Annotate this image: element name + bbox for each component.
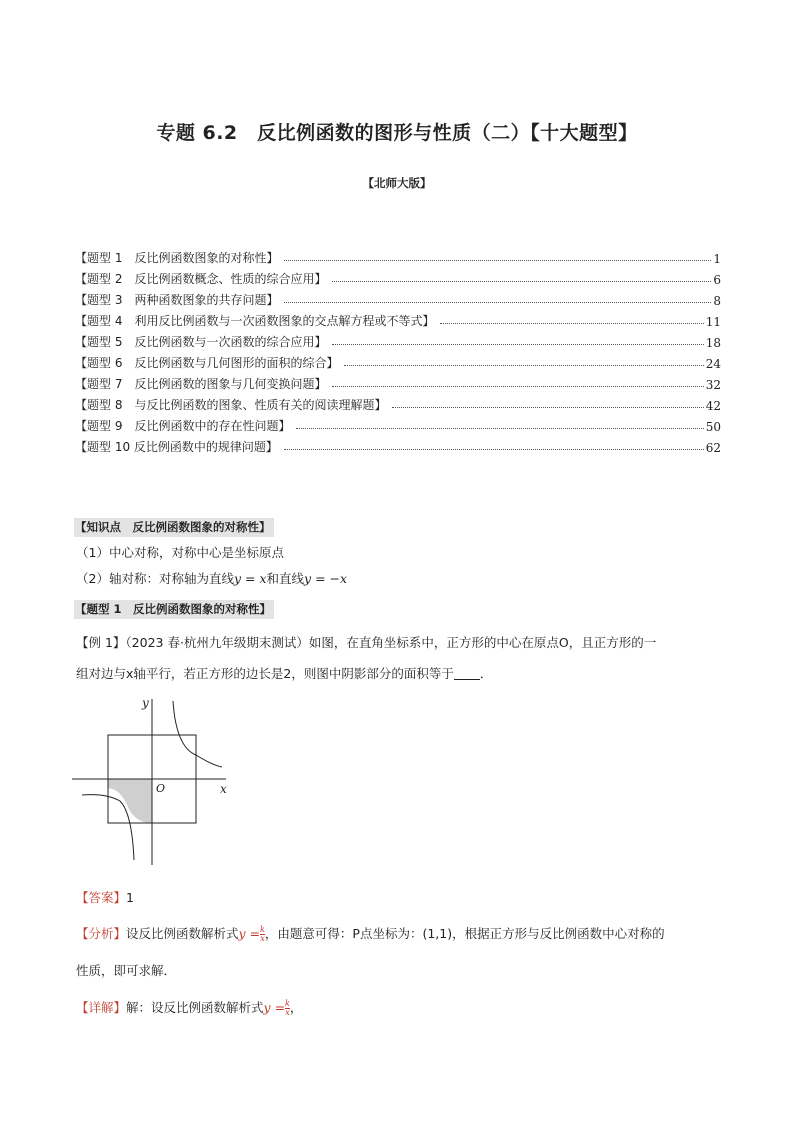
toc-item[interactable] xyxy=(75,413,721,434)
toc-item-label: 【题型 6 反比例函数与几何图形的面积的综合】 xyxy=(75,356,339,370)
toc-item[interactable] xyxy=(75,392,721,413)
equation-y-equals-neg-x: y = −x xyxy=(304,571,348,586)
toc-item[interactable] xyxy=(75,266,721,287)
knowledge-point-2 xyxy=(76,569,347,587)
toc-leader xyxy=(332,280,711,282)
detail-text-1: 解：设反比例函数解析式 xyxy=(126,1000,264,1015)
x-axis-label: x xyxy=(220,782,227,796)
answer-blank xyxy=(454,667,480,680)
knowledge-point-2-prefix: （2）轴对称：对称轴为直线 xyxy=(76,571,234,586)
answer-value: 1 xyxy=(126,890,134,905)
detail-text-2: ， xyxy=(289,1000,303,1015)
toc-leader xyxy=(284,301,711,303)
toc-item[interactable] xyxy=(75,329,721,350)
toc-item-page: 8 xyxy=(713,294,721,308)
fraction-denominator: x xyxy=(260,934,265,943)
toc-item-page: 6 xyxy=(713,273,721,287)
shaded-region xyxy=(108,779,152,823)
toc-item-page: 42 xyxy=(705,399,721,413)
edition-label: 【北师大版】 xyxy=(362,176,432,190)
knowledge-header: 【知识点 反比例函数图象的对称性】 xyxy=(74,518,274,537)
example-line-2-end: ． xyxy=(479,666,493,681)
analysis-text-2: ，由题意可得：P点坐标为：(1,1)，根据正方形与反比例函数中心对称的 xyxy=(264,926,665,941)
answer-line xyxy=(76,888,134,906)
type1-header: 【题型 1 反比例函数图象的对称性】 xyxy=(74,600,274,619)
example-line-1: 【例 1】（2023 春·杭州九年级期末测试）如图，在直角坐标系中，正方形的中心在原点O，且正方形的一 xyxy=(76,635,657,650)
toc-leader xyxy=(344,364,703,366)
toc-item[interactable] xyxy=(75,350,721,371)
fraction-numerator: k xyxy=(260,925,265,934)
equation-y-equals-x: y = x xyxy=(233,571,267,586)
knowledge-point-1: （1）中心对称，对称中心是坐标原点 xyxy=(76,545,284,560)
toc-item-label: 【题型 5 反比例函数与一次函数的综合应用】 xyxy=(75,335,327,349)
toc-item-label: 【题型 4 利用反比例函数与一次函数图象的交点解方程或不等式】 xyxy=(75,314,435,328)
toc-item[interactable] xyxy=(75,287,721,308)
analysis-label: 【分析】 xyxy=(76,926,127,941)
detail-y: y = xyxy=(263,1000,286,1015)
toc-leader xyxy=(332,343,703,345)
toc-item-label: 【题型 10 反比例函数中的规律问题】 xyxy=(75,440,278,454)
toc-item[interactable] xyxy=(75,434,721,455)
toc-item-label: 【题型 8 与反比例函数的图象、性质有关的阅读理解题】 xyxy=(75,398,387,412)
coordinate-figure xyxy=(72,695,232,870)
example-line-2 xyxy=(76,664,492,682)
analysis-text-1: 设反比例函数解析式 xyxy=(126,926,239,941)
toc-item-label: 【题型 2 反比例函数概念、性质的综合应用】 xyxy=(75,272,327,286)
toc-item-page: 1 xyxy=(713,252,721,266)
hyperbola-branch-1 xyxy=(173,701,222,767)
toc-item-page: 32 xyxy=(705,378,721,392)
toc-item-label: 【题型 9 反比例函数中的存在性问题】 xyxy=(75,419,291,433)
toc-item[interactable] xyxy=(75,371,721,392)
detail-line xyxy=(76,998,302,1017)
toc-leader xyxy=(284,259,711,261)
toc-item-page: 18 xyxy=(705,336,721,350)
analysis-y: y = xyxy=(238,926,261,941)
toc-item-page: 24 xyxy=(705,357,721,371)
toc-leader xyxy=(392,406,703,408)
toc-item-page: 50 xyxy=(705,420,721,434)
page-title: 专题 6.2 反比例函数的图形与性质（二）【十大题型】 xyxy=(156,122,638,144)
toc-item[interactable] xyxy=(75,245,721,266)
fraction-numerator: k xyxy=(285,999,290,1008)
answer-label: 【答案】 xyxy=(76,890,127,905)
toc-item-page: 11 xyxy=(705,315,721,329)
knowledge-point-2-mid: 和直线 xyxy=(266,571,305,586)
toc-item[interactable] xyxy=(75,308,721,329)
toc-item-label: 【题型 3 两种函数图象的共存问题】 xyxy=(75,293,279,307)
origin-label: O xyxy=(156,782,166,795)
toc-leader xyxy=(296,427,703,429)
toc-item-label: 【题型 7 反比例函数的图象与几何变换问题】 xyxy=(75,377,327,391)
toc-leader xyxy=(440,322,703,324)
analysis-line-2: 性质，即可求解． xyxy=(76,963,177,978)
toc-leader xyxy=(332,385,703,387)
detail-label: 【详解】 xyxy=(76,1000,127,1015)
analysis-line-1 xyxy=(76,924,665,943)
y-axis-label: y xyxy=(142,696,149,710)
fraction-denominator: x xyxy=(285,1008,290,1017)
toc-item-page: 62 xyxy=(705,441,721,455)
example-line-2-text: 组对边与x轴平行，若正方形的边长是2，则图中阴影部分的面积等于 xyxy=(76,666,454,681)
toc-leader xyxy=(284,448,704,450)
toc-item-label: 【题型 1 反比例函数图象的对称性】 xyxy=(75,251,279,265)
table-of-contents xyxy=(75,245,721,455)
